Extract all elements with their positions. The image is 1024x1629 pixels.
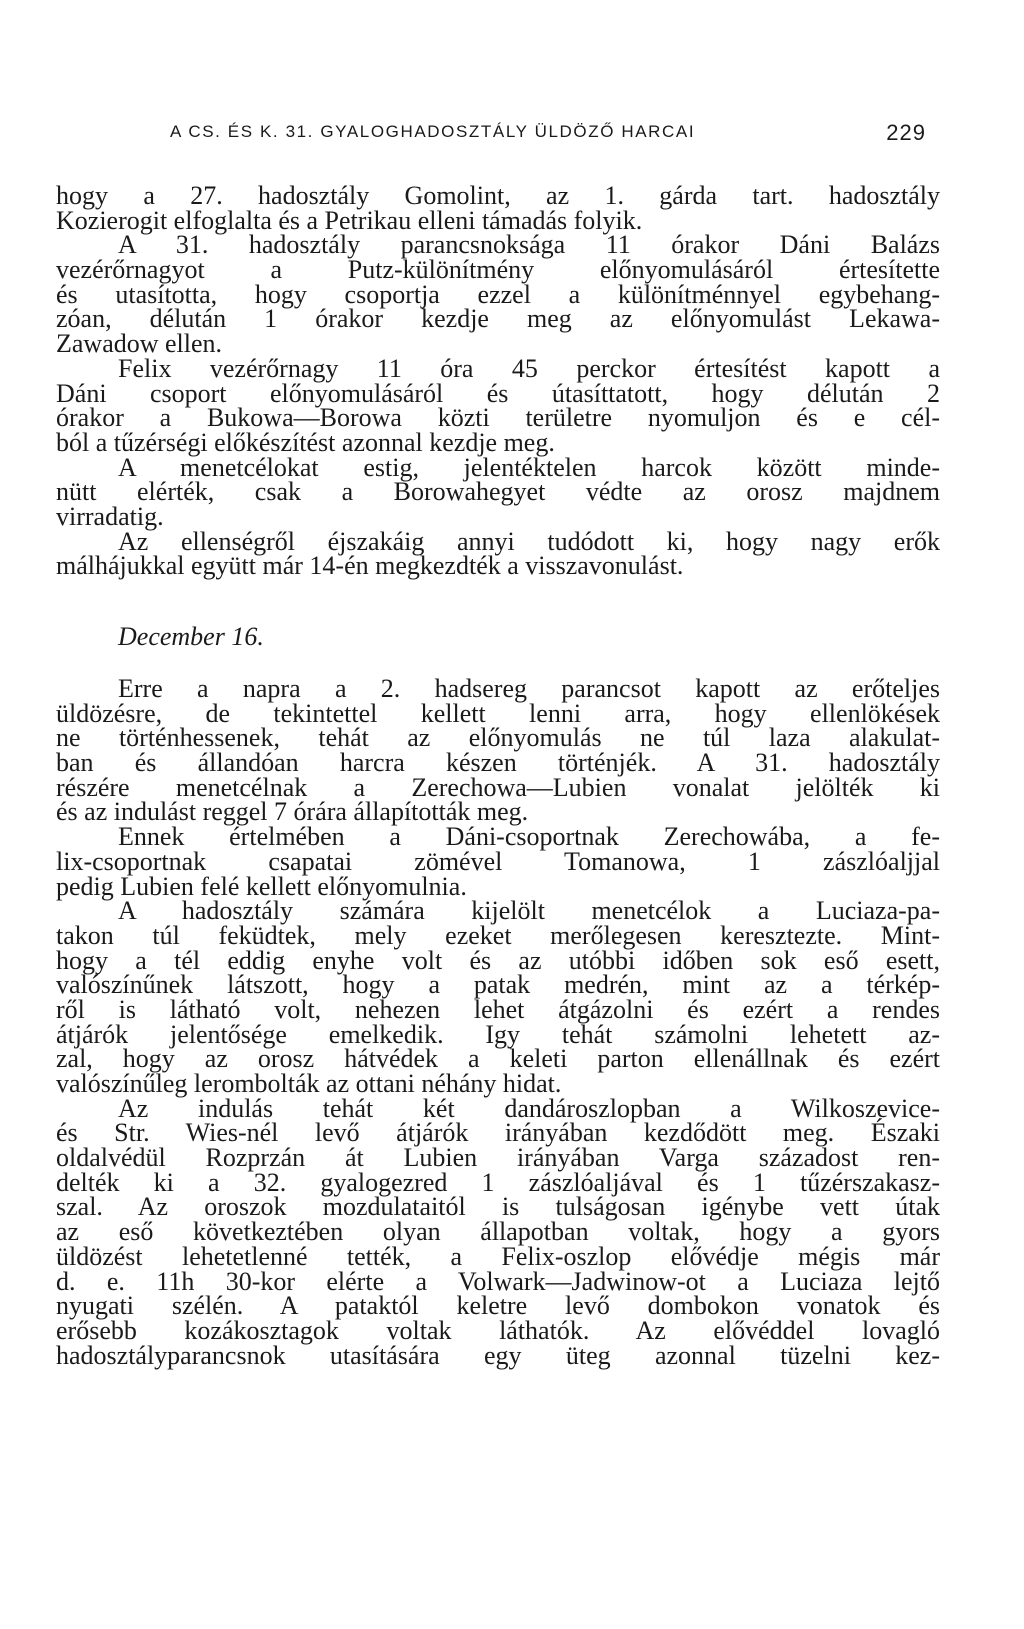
text-line: Az indulás tehát két dandároszlopban a Wilkoszevice-	[118, 1093, 940, 1123]
text-line: hogy a tél eddig enyhe volt és az utóbbi időben sok eső esett,	[56, 945, 940, 975]
running-title: A CS. ÉS K. 31. GYALOGHADOSZTÁLY ÜLDÖZŐ HARCAI	[170, 122, 696, 141]
text-line: nyugati szélén. A pataktól keletre levő dombokon vonatok és	[56, 1291, 940, 1321]
text-line: és Str. Wies-nél levő átjárók irányában kezdődött meg. Északi	[56, 1118, 940, 1148]
text-line: ban és állandóan harcra készen történjék. A 31. hadosztály	[56, 748, 940, 778]
text-line: hadosztályparancsnok utasítására egy üteg azonnal tüzelni kez-	[56, 1340, 940, 1370]
text-line: A 31. hadosztály parancsnoksága 11 órakor Dáni Balázs	[118, 230, 940, 260]
text-line: ről is látható volt, nehezen lehet átgázolni és ezért a rendes	[56, 994, 940, 1024]
text-line: ból a tűzérségi előkészítést azonnal kezdje meg.	[56, 427, 555, 457]
text-line: Zawadow ellen.	[56, 329, 223, 359]
text-line: üldözést lehetetlenné tették, a Felix-oszlop elővédje mégis már	[56, 1241, 940, 1271]
text-line: oldalvédül Rozprzán át Lubien irányában Varga századost ren-	[56, 1143, 940, 1173]
text-line: erősebb kozákosztagok voltak láthatók. Az elővéddel lovagló	[56, 1315, 940, 1345]
text-line: A menetcélokat estig, jelentéktelen harcok között minde-	[118, 452, 940, 482]
text-line: lix-csoportnak csapatai zömével Tomanowa, 1 zászlóaljjal	[56, 846, 940, 876]
running-header	[60, 120, 940, 150]
text-line: órakor a Bukowa—Borowa közti területre nyomuljon és e cél-	[56, 403, 940, 433]
text-line: málhájukkal együtt már 14-én megkezdték a visszavonulást.	[56, 551, 684, 581]
text-line: Kozierogit elfoglalta és a Petrikau elleni támadás folyik.	[56, 205, 643, 235]
text-section-2	[56, 674, 940, 1370]
text-line: és az indulást reggel 7 órára állapították meg.	[56, 797, 529, 827]
text-line: Dáni csoport előnyomulásáról és útasíttatott, hogy délután 2	[56, 378, 940, 408]
text-line: az eső következtében olyan állapotban voltak, hogy a gyors	[56, 1217, 940, 1247]
text-line: és utasította, hogy csoportja ezzel a különítménnyel egybehang-	[56, 279, 940, 309]
text-line: Erre a napra a 2. hadsereg parancsot kapott az erőteljes	[118, 674, 940, 703]
text-line: hogy a 27. hadosztály Gomolint, az 1. gárda tart. hadosztály	[56, 181, 940, 210]
text-line: részére menetcélnak a Zerechowa—Lubien vonalat jelölték ki	[56, 772, 940, 802]
text-section-1	[56, 181, 940, 581]
text-line: nütt elérték, csak a Borowahegyet védte az orosz majdnem	[56, 477, 940, 507]
text-line: valószínűnek látszott, hogy a patak medrén, mint az a térkép-	[56, 970, 940, 1000]
text-line: valószínűleg lerombolták az ottani néhány hidat.	[56, 1069, 562, 1098]
text-line: d. e. 11h 30-kor elérte a Volwark—Jadwinow-ot a Luciaza lejtő	[56, 1266, 940, 1296]
text-line: zóan, délután 1 órakor kezdje meg az előnyomulást Lekawa-	[56, 304, 940, 334]
text-line: pedig Lubien felé kellett előnyomulnia.	[56, 871, 467, 901]
page-number: 229	[886, 120, 926, 145]
spacer	[56, 579, 940, 623]
text-line: takon túl feküdtek, mely ezeket merőlegesen keresztezte. Mint-	[56, 920, 940, 950]
text-line: virradatig.	[56, 501, 164, 531]
text-line: Az ellenségről éjszakáig annyi tudódott ki, hogy nagy erők	[118, 526, 940, 556]
date-heading: December 16.	[118, 622, 264, 651]
body-text	[56, 181, 940, 1370]
text-line: vezérőrnagyot a Putz-különítmény előnyomulásáról értesítette	[56, 255, 940, 285]
text-line: ne történhessenek, tehát az előnyomulás ne túl laza alakulat-	[56, 723, 940, 753]
text-line: üldözésre, de tekintettel kellett lenni arra, hogy ellenlökések	[56, 698, 940, 728]
text-line: A hadosztály számára kijelölt menetcélok a Luciaza-pa-	[118, 896, 940, 926]
text-line: Felix vezérőrnagy 11 óra 45 perckor értesítést kapott a	[118, 353, 940, 383]
text-line: Ennek értelmében a Dáni-csoportnak Zerechowába, a fe-	[118, 822, 940, 852]
text-line: delték ki a 32. gyalogezred 1 zászlóaljával és 1 tűzérszakasz-	[56, 1167, 940, 1197]
text-line: átjárók jelentősége emelkedik. Igy tehát számolni lehetett az-	[56, 1019, 940, 1049]
text-line: szal. Az oroszok mozdulataitól is tulságosan igénybe vett útak	[56, 1192, 940, 1222]
text-line: zal, hogy az orosz hátvédek a keleti parton ellenállnak és ezért	[56, 1044, 940, 1074]
